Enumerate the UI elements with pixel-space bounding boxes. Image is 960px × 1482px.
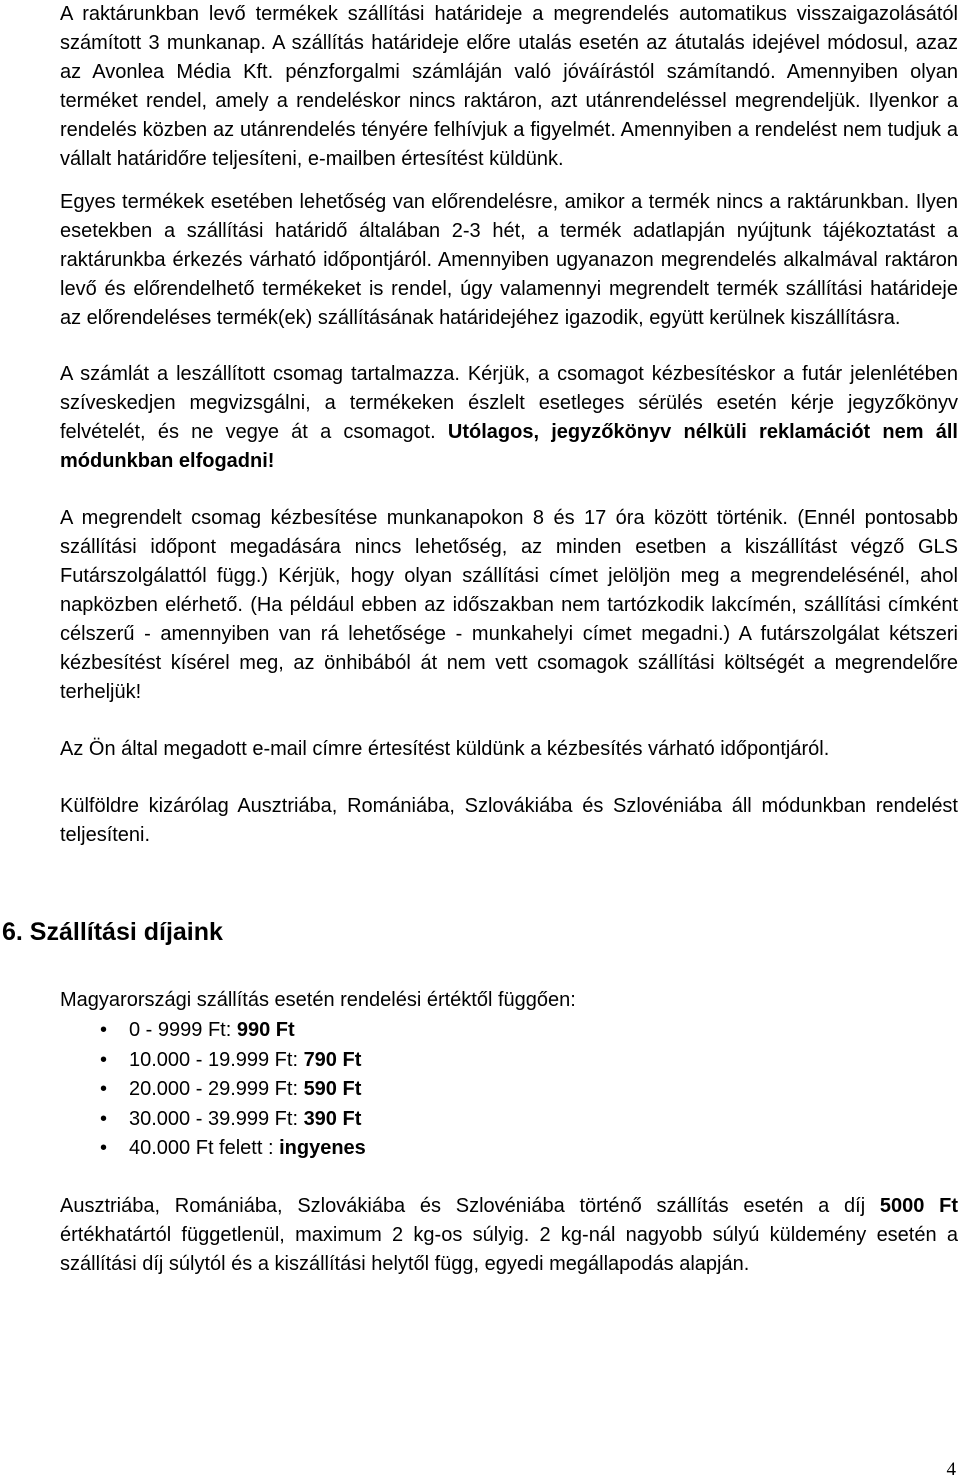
bullet-icon: • [100,1137,108,1159]
fee-range: 0 - 9999 Ft: [129,1019,237,1041]
fee-price: 390 Ft [303,1107,362,1130]
fee-item [60,1105,958,1135]
fee-item [60,1134,958,1164]
fee-range: 20.000 - 29.999 Ft: [129,1078,304,1100]
fee-price: 590 Ft [303,1078,362,1100]
paragraph-email-notice: Az Ön által megadott e-mail címre értesítést küldünk a kézbesítés várható időpontjáról. [60,738,830,760]
foreign-fee-price: 5000 Ft [879,1194,959,1217]
fee-item [60,1075,958,1105]
foreign-fee-text: Ausztriába, Romániába, Szlovákiába és Szlovéniába történő szállítás esetén a díj [60,1194,866,1217]
fee-price: ingyenes [279,1137,366,1159]
bullet-icon: • [100,1078,108,1100]
paragraph-delivery-deadline: A raktárunkban levő termékek szállítási határideje a megrendelés automatikus visszaigazolásától számított 3 munkanap. A szállítás határideje előre utalás esetén az átutalás idejével módosul, azaz az Avonlea Média Kft. pénzforgalmi számláján való jóváírástól számítandó. Amennyiben olyan terméket rendel, amely a rendeléskor nincs raktáron, azt utánrendeléssel megrendeljük. Ilyenkor a rendelés közben az utánrendelés tényére felhívjuk a figyelmét. Amennyiben a rendelést nem tudjuk a vállalt határidőre teljesíteni, e-mailben értesítést küldünk. [60,3,958,170]
fees-intro: Magyarországi szállítás esetén rendelési értéktől függően: [60,989,576,1011]
bullet-icon: • [100,1048,108,1071]
fee-price: 790 Ft [303,1048,362,1071]
fee-list [60,1016,958,1164]
paragraph-preorder: Egyes termékek esetében lehetőség van előrendelésre, amikor a termék nincs a raktárunkban. Ilyen esetekben a szállítási határidő általában 2-3 hét, a termék adatlapján nyújtunk tájékoztatást a raktárunkba érkezés várható időpontjáról. Amennyiben ugyanazon megrendelés alkalmával raktáron levő és előrendelhető termékeket is rendel, úgy valamennyi megrendelt termék szállítási határideje az előrendeléses termék(ek) szállításának határidejéhez igazodik, együtt kerülnek kiszállításra. [60,191,958,329]
fee-price: 990 Ft [236,1019,295,1041]
fee-item [60,1016,958,1046]
fee-range: 40.000 Ft felett : [129,1137,280,1159]
fee-range: 30.000 - 39.999 Ft: [129,1107,304,1130]
complaint-warning: Utólagos, jegyzőkönyv nélküli reklamációt nem áll módunkban elfogadni! [60,421,958,472]
page-number: 4 [946,1459,956,1480]
section-heading: 6. Szállítási díjaink [2,918,223,946]
foreign-fee-conditions: értékhatártól függetlenül, maximum 2 kg-os súlyig. 2 kg-nál nagyobb súlyú küldemény esetén a szállítási díj súlytól és a kiszállítási helytől függ, egyedi megállapodás alapján. [60,1223,958,1275]
paragraph-invoice-inspection [60,360,958,476]
fee-item [60,1046,958,1076]
paragraph-foreign-countries: Külföldre kizárólag Ausztriába, Romániába, Szlovákiába és Szlovéniába áll módunkban rendelést teljesíteni. [60,795,958,846]
bullet-icon: • [100,1019,108,1041]
paragraph-delivery-hours: A megrendelt csomag kézbesítése munkanapokon 8 és 17 óra között történik. (Ennél pontosabb szállítási időpont megadására nincs lehetőség, az minden esetben a kiszállítást végző GLS Futárszolgálattól függ.) Kérjük, hogy olyan szállítási címet jelöljön meg a megrendelésénél, ahol napközben elérhető. (Ha például ebben az időszakban nem tartózkodik lakcímén, szállítási címként célszerű - amennyiben van rá lehetősége - munkahelyi címet megadni.) A futárszolgálat kétszeri kézbesítést kísérel meg, az önhibából át nem vett csomagok szállítási költségét a megrendelőre terheljük! [60,507,958,703]
fee-range: 10.000 - 19.999 Ft: [129,1048,304,1071]
bullet-icon: • [100,1107,108,1130]
paragraph-foreign-fees [60,1192,958,1279]
document-page [2,0,959,1279]
invoice-inspection-text: A számlát a leszállított csomag tartalmazza. Kérjük, a csomagot kézbesítéskor a futár jelenlétében szíveskedjen megvizsgálni, a termékeken észlelt esetleges sérülés esetén kérje jegyzőkönyv felvételét, és ne vegye át a csomagot. [60,363,958,443]
